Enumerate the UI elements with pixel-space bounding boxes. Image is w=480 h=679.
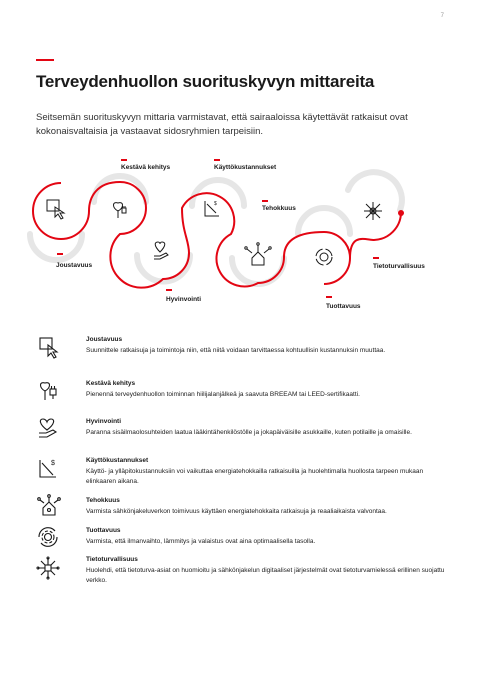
diagram-kustannukset-icon: [205, 201, 219, 216]
item-title: Tuottavuus: [86, 527, 121, 534]
tick-kestava: [121, 159, 127, 161]
tick-tuottavuus: [326, 296, 332, 298]
item-description: Suunnittele ratkaisuja ja toimintoja niin, että niitä voidaan tarvittaessa kohtuullisin kustannuksin muuttaa.: [86, 347, 386, 354]
accent-rule: [36, 59, 54, 61]
label-kestava: Kestävä kehitys: [121, 164, 171, 171]
label-tietoturvallisuus: Tietoturvallisuus: [373, 263, 425, 270]
tick-kayttokustannukset: [214, 159, 220, 161]
cursor-select-icon: [36, 336, 62, 362]
item-description: Käyttö- ja ylläpitokustannuksiin voi vaikuttaa energiatehokkailla ratkaisuilla ja huolehtimalla huollosta tarpeen mukaan elinkaaren aikana.: [86, 468, 424, 485]
diagram-kestava-icon: [114, 203, 127, 218]
item-title: Tietoturvallisuus: [86, 556, 138, 563]
diagram-joustavuus-icon: [47, 200, 64, 219]
item-description: Varmista, että ilmanvaihto, lämmitys ja valaistus ovat aina optimaalisella tasolla.: [86, 538, 316, 545]
item-title: Hyvinvointi: [86, 418, 122, 425]
page-number: 7: [440, 13, 444, 19]
wave-path-graphic: [0, 150, 480, 320]
svg-text:$: $: [51, 460, 55, 467]
tick-joustavuus: [57, 253, 63, 255]
item-title: Joustavuus: [86, 336, 123, 343]
house-network-icon: [36, 493, 62, 519]
heart-hand-icon: [36, 416, 62, 442]
item-title: Käyttökustannukset: [86, 457, 149, 464]
item-description: Varmista sähkönjakeluverkon toimivuus käyttäen energiatehokkaita ratkaisuja ja reaaliaikaista valvontaa.: [86, 508, 387, 515]
item-description: Paranna sisäilmaolosuhteiden laatua lääkintähenkilöstölle ja jokapäiväisille asukkaille, kuten potilaille ja omaisille.: [86, 429, 412, 436]
label-tuottavuus: Tuottavuus: [326, 303, 361, 310]
cost-trend-icon: [36, 457, 62, 483]
network-shield-icon: [36, 556, 62, 582]
item-description: Huolehdi, että tietoturva-asiat on huomioitu ja sähkönjakelun digitaaliset järjestelmät ovat tietoturvamielessä erillinen suojattu verkko.: [86, 567, 445, 584]
tick-tehokkuus: [262, 200, 268, 202]
gear-cycle-icon: [36, 525, 62, 551]
svg-text:$: $: [214, 201, 217, 207]
item-title: Tehokkuus: [86, 497, 120, 504]
intro-paragraph: Seitsemän suorituskyvyn mittaria varmistavat, että sairaaloissa käytettävät ratkaisut ovat kokonaisvaltaisia ja vastaavat sidosryhmien tarpeisiin.: [36, 112, 408, 137]
performance-wave-diagram: [0, 150, 480, 320]
page-title: Terveydenhuollon suorituskyvyn mittareita: [36, 72, 375, 91]
diagram-hyvinvointi-icon: [154, 242, 168, 259]
label-kayttokustannukset: Käyttökustannukset: [214, 164, 277, 171]
label-tehokkuus: Tehokkuus: [262, 205, 296, 212]
item-title: Kestävä kehitys: [86, 380, 136, 387]
diagram-tietoturva-icon: [364, 202, 382, 220]
item-description: Pienennä terveydenhuollon toiminnan hiilijalanjälkeä ja saavuta BREEAM tai LEED-sertifikaatti.: [86, 391, 360, 398]
tick-tietoturvallisuus: [373, 257, 379, 259]
diagram-tehokkuus-icon: [245, 243, 271, 265]
diagram-tuottavuus-icon: [316, 249, 332, 265]
plant-plug-icon: [36, 378, 62, 404]
label-joustavuus: Joustavuus: [56, 262, 93, 269]
tick-hyvinvointi: [166, 289, 172, 291]
label-hyvinvointi: Hyvinvointi: [166, 296, 202, 303]
